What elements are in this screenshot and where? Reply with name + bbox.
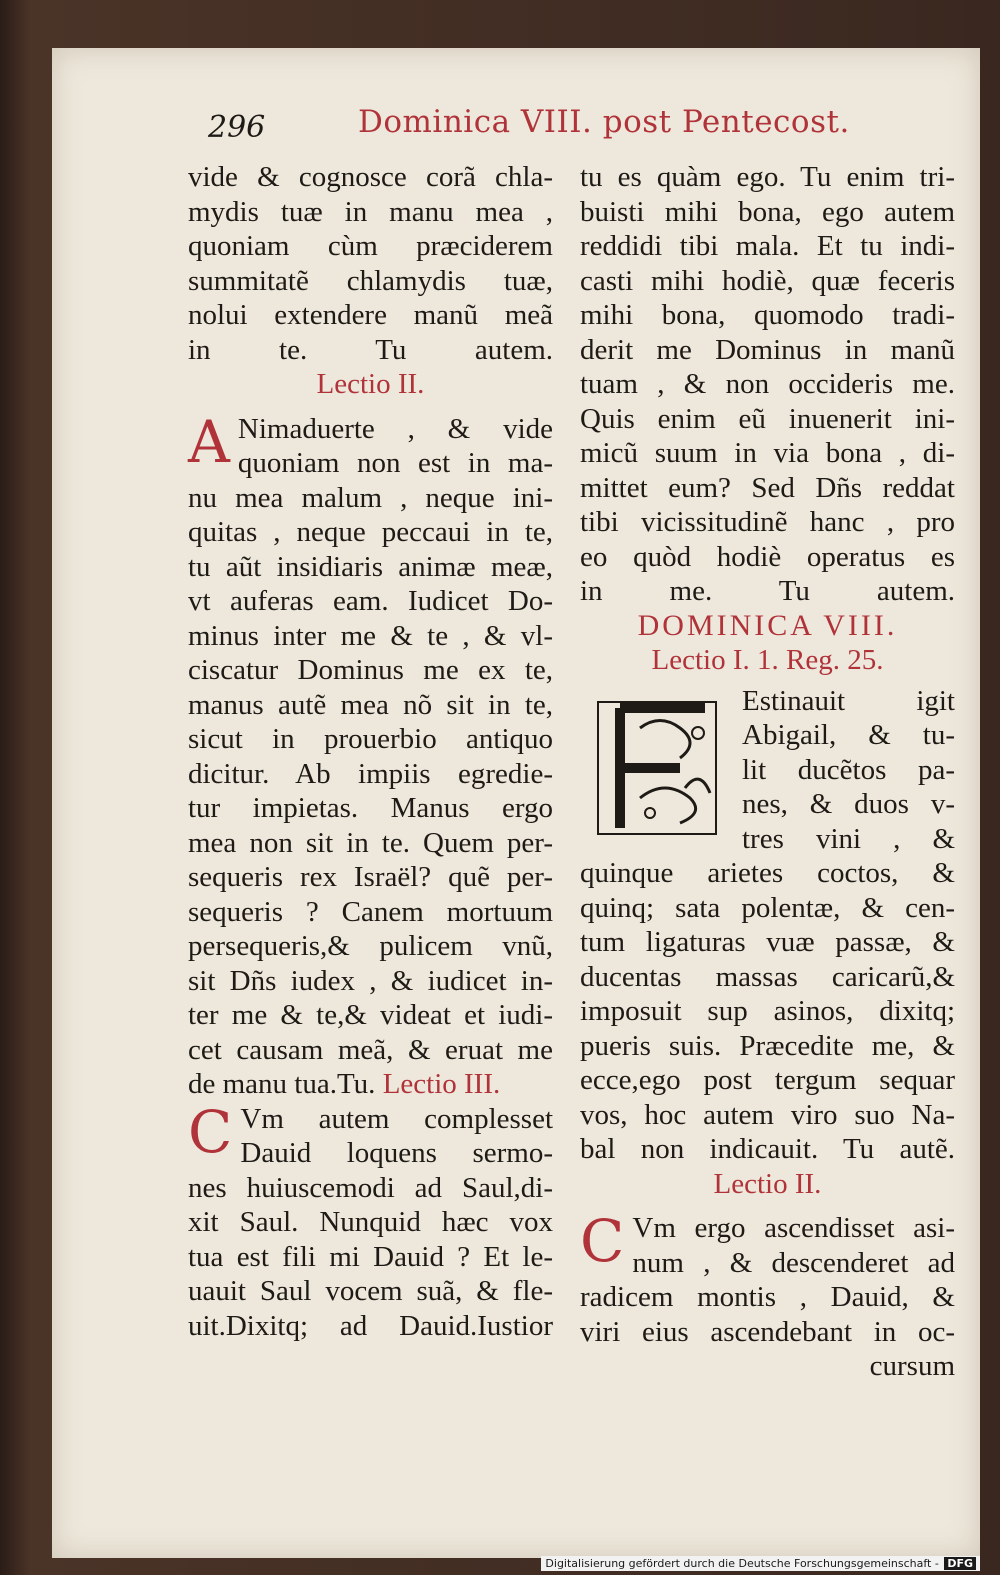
left-text-block-b (188, 481, 553, 1068)
text-line: casti mihi hodiè, quæ feceris (580, 264, 955, 297)
running-title: Dominica VIII. post Pentecost. (358, 104, 850, 140)
text-line: quoniam non est in ma- (237, 447, 553, 479)
text-line: cet causam meã, & eruat me (188, 1033, 553, 1066)
page-header (190, 104, 970, 144)
text-line: Quis enim eũ inuenerit ini- (580, 402, 955, 435)
rubric-lectio-3: Lectio III. (382, 1068, 501, 1100)
credit-text: Digitalisierung gefördert durch die Deutsche Forschungsgemeinschaft - (545, 1557, 939, 1570)
text-line: tres vini , & (742, 822, 955, 855)
text-line: quoniam cùm præciderem (188, 230, 553, 262)
left-column (188, 160, 553, 1343)
right-column (580, 160, 955, 1384)
paragraph-lectio-2 (188, 407, 553, 481)
text-line: uauit Saul vocem suã, & fle- (188, 1275, 553, 1307)
text-line: vide & cognosce corã chla- (188, 161, 553, 193)
text-line: sequeris rex Israël? quẽ per- (188, 861, 553, 893)
text-line: radicem montis , Dauid, & (580, 1281, 955, 1313)
text-line: tibi vicissitudinẽ hanc , pro (580, 506, 955, 538)
text-line: tu es quàm ego. Tu enim tri- (580, 161, 955, 193)
text-line: sit Dñs iudex , & iudicet in- (188, 964, 553, 997)
paragraph-lectio-1 (580, 684, 955, 857)
text-line: imposuit sup asinos, dixitq; (580, 995, 955, 1027)
catchword: cursum (869, 1350, 955, 1382)
text-line: sicut in prouerbio antiquo (188, 723, 553, 755)
text-line: Dauid loquens sermo- (240, 1137, 553, 1169)
digitization-credit (541, 1556, 980, 1571)
text-line: tua est fili mi Dauid ? Et le- (188, 1240, 553, 1273)
text-line: buisti mihi bona, ego autem (580, 195, 955, 228)
text-line: reddidi tibi mala. Et tu indi- (580, 230, 955, 262)
text-line: tuam , & non occideris me. (580, 368, 955, 400)
text-line: mittet eum? Sed Dñs reddat (580, 471, 955, 504)
dfg-logo: DFG (944, 1557, 976, 1570)
text-line: ciscatur Dominus me ex te, (188, 654, 553, 686)
initial-letter-a: A (188, 407, 230, 476)
right-text-block-c (580, 1280, 955, 1349)
text-line: Vm ergo ascendisset asi- (632, 1212, 955, 1244)
initial-letter-c-right: C (580, 1207, 625, 1275)
text-line: nolui extendere manũ meã (188, 299, 553, 331)
text-line: nes, & duos v- (742, 788, 955, 820)
text-line: persequeris,& pulicem vnũ, (188, 930, 553, 962)
text-line: nes huiuscemodi ad Saul,di- (188, 1171, 553, 1204)
text-line: mydis tuæ in manu mea , (188, 195, 553, 228)
text-line: Abigail, & tu- (742, 719, 955, 751)
text-line-end: de manu tua.Tu. (188, 1068, 376, 1100)
text-line: ducentas massas caricarũ,& (580, 960, 955, 993)
text-line: bal non indicauit. Tu autẽ. (580, 1133, 955, 1165)
text-line: xit Saul. Nunquid hæc vox (188, 1206, 553, 1238)
text-line: manus autẽ mea nõ sit in te, (188, 688, 553, 721)
rubric-dominica: DOMINICA VIII. (637, 608, 898, 642)
text-line: mea non sit in te. Quem per- (188, 826, 553, 859)
text-line: viri eius ascendebant in oc- (580, 1315, 955, 1348)
text-line: derit me Dominus in manũ (580, 333, 955, 366)
text-line-with-rubric (188, 1067, 553, 1102)
left-text-block-a (188, 160, 553, 367)
text-line: quinq; sata polentæ, & cen- (580, 891, 955, 924)
rubric-lectio-2-right: Lectio II. (713, 1167, 822, 1200)
text-line: mihi bona, quomodo tradi- (580, 299, 955, 331)
left-text-block-c (188, 1171, 553, 1344)
text-line: tu aũt insidiaris animæ meæ, (188, 550, 553, 583)
text-line: sequeris ? Canem mortuum (188, 895, 553, 928)
text-line: in te. Tu autem. (188, 333, 553, 366)
text-line: ter me & te,& videat et iudi- (188, 999, 553, 1031)
rubric-lectio-1: Lectio I. 1. Reg. 25. (651, 644, 884, 676)
page-number: 296 (208, 110, 266, 145)
text-line: num , & descenderet ad (632, 1246, 955, 1279)
text-line: vos, hoc autem viro suo Na- (580, 1098, 955, 1131)
text-line: tum ligaturas vuæ passæ, & (580, 926, 955, 958)
text-line: Vm autem complesset (240, 1102, 553, 1135)
decorated-initial-f-icon (580, 688, 730, 848)
text-line: quinque arietes coctos, & (580, 857, 955, 889)
text-line: ecce,ego post tergum sequar (580, 1064, 955, 1096)
svg-text:F: F (580, 687, 581, 689)
initial-letter-c: C (188, 1097, 233, 1166)
paragraph-lectio-2-right (580, 1207, 955, 1280)
text-line: micũ suum in via bona , di- (580, 437, 955, 469)
right-text-block-a (580, 160, 955, 609)
text-line: uit.Dixitq; ad Dauid.Iustior (188, 1309, 553, 1342)
text-line: quitas , neque peccaui in te, (188, 516, 553, 548)
right-text-block-b (580, 856, 955, 1167)
text-line: minus inter me & te , & vl- (188, 619, 553, 652)
rubric-lectio-2: Lectio II. (316, 368, 425, 400)
paragraph-lectio-3 (188, 1097, 553, 1171)
text-line: tur impietas. Manus ergo (188, 792, 553, 824)
text-line: dicitur. Ab impiis egredie- (188, 757, 553, 790)
text-line: Estinauit igit (742, 684, 955, 717)
text-line: lit ducẽtos pa- (742, 753, 955, 786)
text-line: vt auferas eam. Iudicet Do- (188, 585, 553, 617)
text-line: Nimaduerte , & vide (237, 412, 553, 445)
text-line: nu mea malum , neque ini- (188, 481, 553, 514)
text-line: pueris suis. Præcedite me, & (580, 1029, 955, 1062)
text-line: in me. Tu autem. (580, 575, 955, 607)
text-line: eo quòd hodiè operatus es (580, 540, 955, 573)
text-line: summitatẽ chlamydis tuæ, (188, 264, 553, 297)
